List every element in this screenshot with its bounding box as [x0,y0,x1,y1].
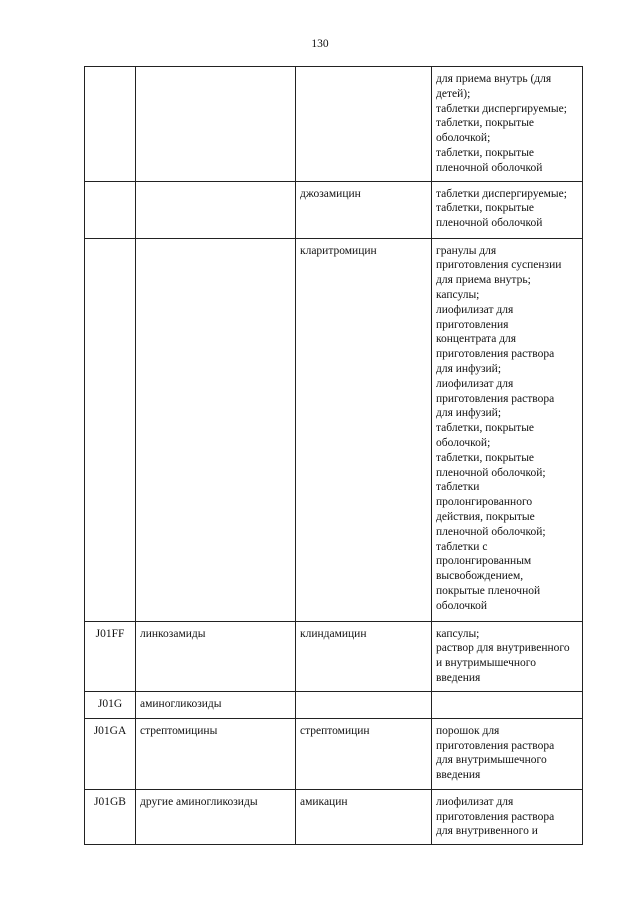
dosage-form-line: приготовления [436,318,509,331]
group-name-cell [136,67,296,182]
dosage-form-line: таблетки с [436,540,488,553]
table-row [85,718,583,789]
dosage-form-line: для внутримышечного [436,754,547,767]
dosage-forms-cell [432,181,583,238]
dosage-form-line: оболочкой; [436,436,491,449]
atc-code-cell: J01G [85,691,136,718]
dosage-form-line: приготовления суспензии [436,259,562,272]
dosage-forms-cell [432,691,583,718]
dosage-form-line: концентрата для [436,333,517,346]
drug-name-cell [296,67,432,182]
dosage-form-line: таблетки, покрытые [436,202,535,215]
dosage-form-line: таблетки, покрытые [436,146,535,159]
table-row [85,621,583,691]
drug-name-cell: стрептомицин [296,718,432,789]
dosage-form-line: капсулы; [436,627,480,640]
dosage-form-line: пленочной оболочкой; [436,525,546,538]
dosage-form-line: таблетки, покрытые [436,117,535,130]
dosage-form-line: пленочной оболочкой; [436,466,546,479]
dosage-form-line: таблетки, покрытые [436,422,535,435]
group-name-cell [136,181,296,238]
dosage-form-line: лиофилизат для [436,795,514,808]
dosage-form-line: гранулы для [436,244,497,257]
dosage-form-line: высвобождением, [436,570,524,583]
dosage-form-line: лиофилизат для [436,377,514,390]
dosage-forms-cell [432,67,583,182]
dosage-form-line: таблетки [436,481,480,494]
dosage-form-line: приготовления раствора [436,810,555,823]
dosage-form-line: таблетки диспергируемые; [436,187,567,200]
dosage-form-line: порошок для [436,724,500,737]
page-number: 130 [311,38,329,50]
dosage-form-line: для приема внутрь (для [436,73,552,85]
dosage-form-line: приготовления раствора [436,739,555,752]
dosage-form-line: таблетки, покрытые [436,451,535,464]
dosage-form-line: приготовления раствора [436,392,555,405]
dosage-form-line: оболочкой [436,599,488,612]
dosage-form-line: приготовления раствора [436,348,555,361]
group-name-cell: аминогликозиды [136,691,296,718]
table-row [85,238,583,621]
dosage-form-line: введения [436,671,481,684]
dosage-forms-cell [432,718,583,789]
group-name-cell: линкозамиды [136,621,296,691]
drug-table [84,66,583,845]
dosage-form-line: капсулы; [436,288,480,301]
atc-code-cell [85,181,136,238]
table-row [85,789,583,844]
drug-name-cell: кларитромицин [296,238,432,621]
dosage-form-line: детей); [436,87,471,100]
drug-name-cell [296,691,432,718]
table-row [85,691,583,718]
dosage-form-line: таблетки диспергируемые; [436,102,567,115]
dosage-form-line: для инфузий; [436,407,502,420]
dosage-form-line: пролонгированного [436,496,533,509]
dosage-form-line: пленочной оболочкой [436,161,543,174]
group-name-cell: другие аминогликозиды [136,789,296,844]
dosage-form-line: раствор для внутривенного [436,642,570,655]
dosage-form-line: действия, покрытые [436,510,535,523]
atc-code-cell: J01GA [85,718,136,789]
dosage-form-line: пленочной оболочкой [436,217,543,230]
group-name-cell: стрептомицины [136,718,296,789]
dosage-forms-cell [432,238,583,621]
table-row [85,67,583,182]
atc-code-cell [85,238,136,621]
dosage-form-line: пролонгированным [436,555,532,568]
atc-code-cell: J01GB [85,789,136,844]
dosage-form-line: и внутримышечного [436,657,536,670]
dosage-form-line: оболочкой; [436,132,491,145]
dosage-form-line: для внутривенного и [436,825,538,838]
atc-code-cell [85,67,136,182]
dosage-form-line: для инфузий; [436,362,502,375]
group-name-cell [136,238,296,621]
dosage-forms-cell [432,621,583,691]
dosage-form-line: лиофилизат для [436,303,514,316]
drug-name-cell: джозамицин [296,181,432,238]
dosage-form-line: для приема внутрь; [436,274,531,287]
dosage-form-line: введения [436,769,481,782]
drug-name-cell: клиндамицин [296,621,432,691]
drug-name-cell: амикацин [296,789,432,844]
table-row [85,181,583,238]
atc-code-cell: J01FF [85,621,136,691]
dosage-form-line: покрытые пленочной [436,584,541,597]
dosage-forms-cell [432,789,583,844]
